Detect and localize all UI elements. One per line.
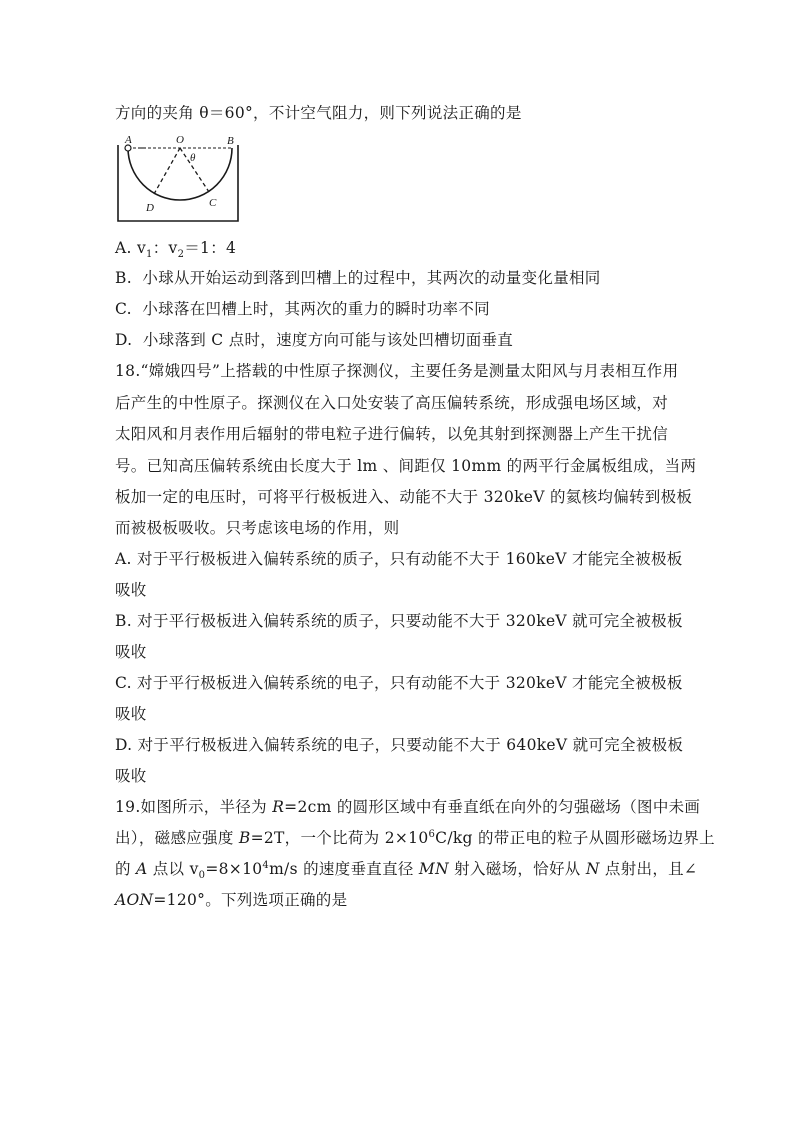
q18-line-1: 18.“嫦娥四号”上搭载的中性原子探测仪，主要任务是测量太阳风与月表相互作用: [115, 362, 679, 380]
q18-option-c-line1: C. 对于平行极板进入偏转系统的电子，只有动能不大于 320keV 才能完全被极板: [115, 674, 683, 692]
q18-option-b-line2: 吸收: [115, 643, 147, 661]
groove-figure: [116, 133, 240, 225]
q19-line-4: AON=120°。下列选项正确的是: [115, 891, 348, 909]
q18-line-2: 后产生的中性原子。探测仪在入口处安装了高压偏转系统，形成强电场区域，对: [115, 394, 669, 412]
q18-option-d-line1: D. 对于平行极板进入偏转系统的电子，只要动能不大于 640keV 就可完全被极板: [115, 736, 684, 754]
q18-option-a-line1: A. 对于平行极板进入偏转系统的质子，只有动能不大于 160keV 才能完全被极板: [115, 550, 683, 568]
q19-line-2: 出），磁感应强度 B=2T，一个比荷为 $2\times 10^6C/kg$ 的带正电的粒子从圆形磁场边界上: [115, 828, 715, 847]
q19-line-3: 的 A 点以 $v_0=8\times 10^4m/s$ 的速度垂直直径 MN 射入磁场，恰好从 N 点射出，且∠: [115, 859, 698, 882]
groove-diagram: [116, 133, 240, 225]
label-O: O: [176, 134, 184, 146]
q18-line-4: 号。已知高压偏转系统由长度大于 lm 、间距仅 10mm 的两平行金属板组成，当两: [115, 457, 697, 475]
q18-option-d-line2: 吸收: [115, 767, 147, 785]
q18-option-a-line2: 吸收: [115, 581, 147, 599]
label-C: C: [209, 197, 217, 209]
q18-line-3: 太阳风和月表作用后辐射的带电粒子进行偏转，以免其射到探测器上产生干扰信: [115, 425, 669, 443]
label-B: B: [227, 135, 234, 147]
q18-line-5: 板加一定的电压时，可将平行极板进入、动能不大于 320keV 的氦核均偏转到极板: [115, 488, 693, 506]
q17-option-c: C. 小球落在凹槽上时，其两次的重力的瞬时功率不同: [115, 300, 490, 318]
q17-option-b: B. 小球从开始运动到落到凹槽上的过程中，其两次的动量变化量相同: [115, 269, 601, 287]
q17-option-a: A. $v_1$：$v_2=1$：4: [115, 239, 237, 261]
q18-option-c-line2: 吸收: [115, 705, 147, 723]
q17-stem-tail: 方向的夹角 θ＝60°，不计空气阻力，则下列说法正确的是: [115, 104, 522, 122]
q18-option-b-line1: B. 对于平行极板进入偏转系统的质子，只要动能不大于 320keV 就可完全被极板: [115, 612, 683, 630]
q17-option-d: D. 小球落到 C 点时，速度方向可能与该处凹槽切面垂直: [115, 331, 514, 349]
label-theta: θ: [190, 152, 196, 164]
label-A: A: [125, 134, 132, 146]
q19-line-1: 19.如图所示，半径为 R=2cm 的圆形区域中有垂直纸在向外的匀强磁场（图中未画: [115, 798, 701, 816]
label-D: D: [146, 202, 154, 214]
q18-line-6: 而被极板吸收。只考虑该电场的作用，则: [115, 519, 400, 537]
